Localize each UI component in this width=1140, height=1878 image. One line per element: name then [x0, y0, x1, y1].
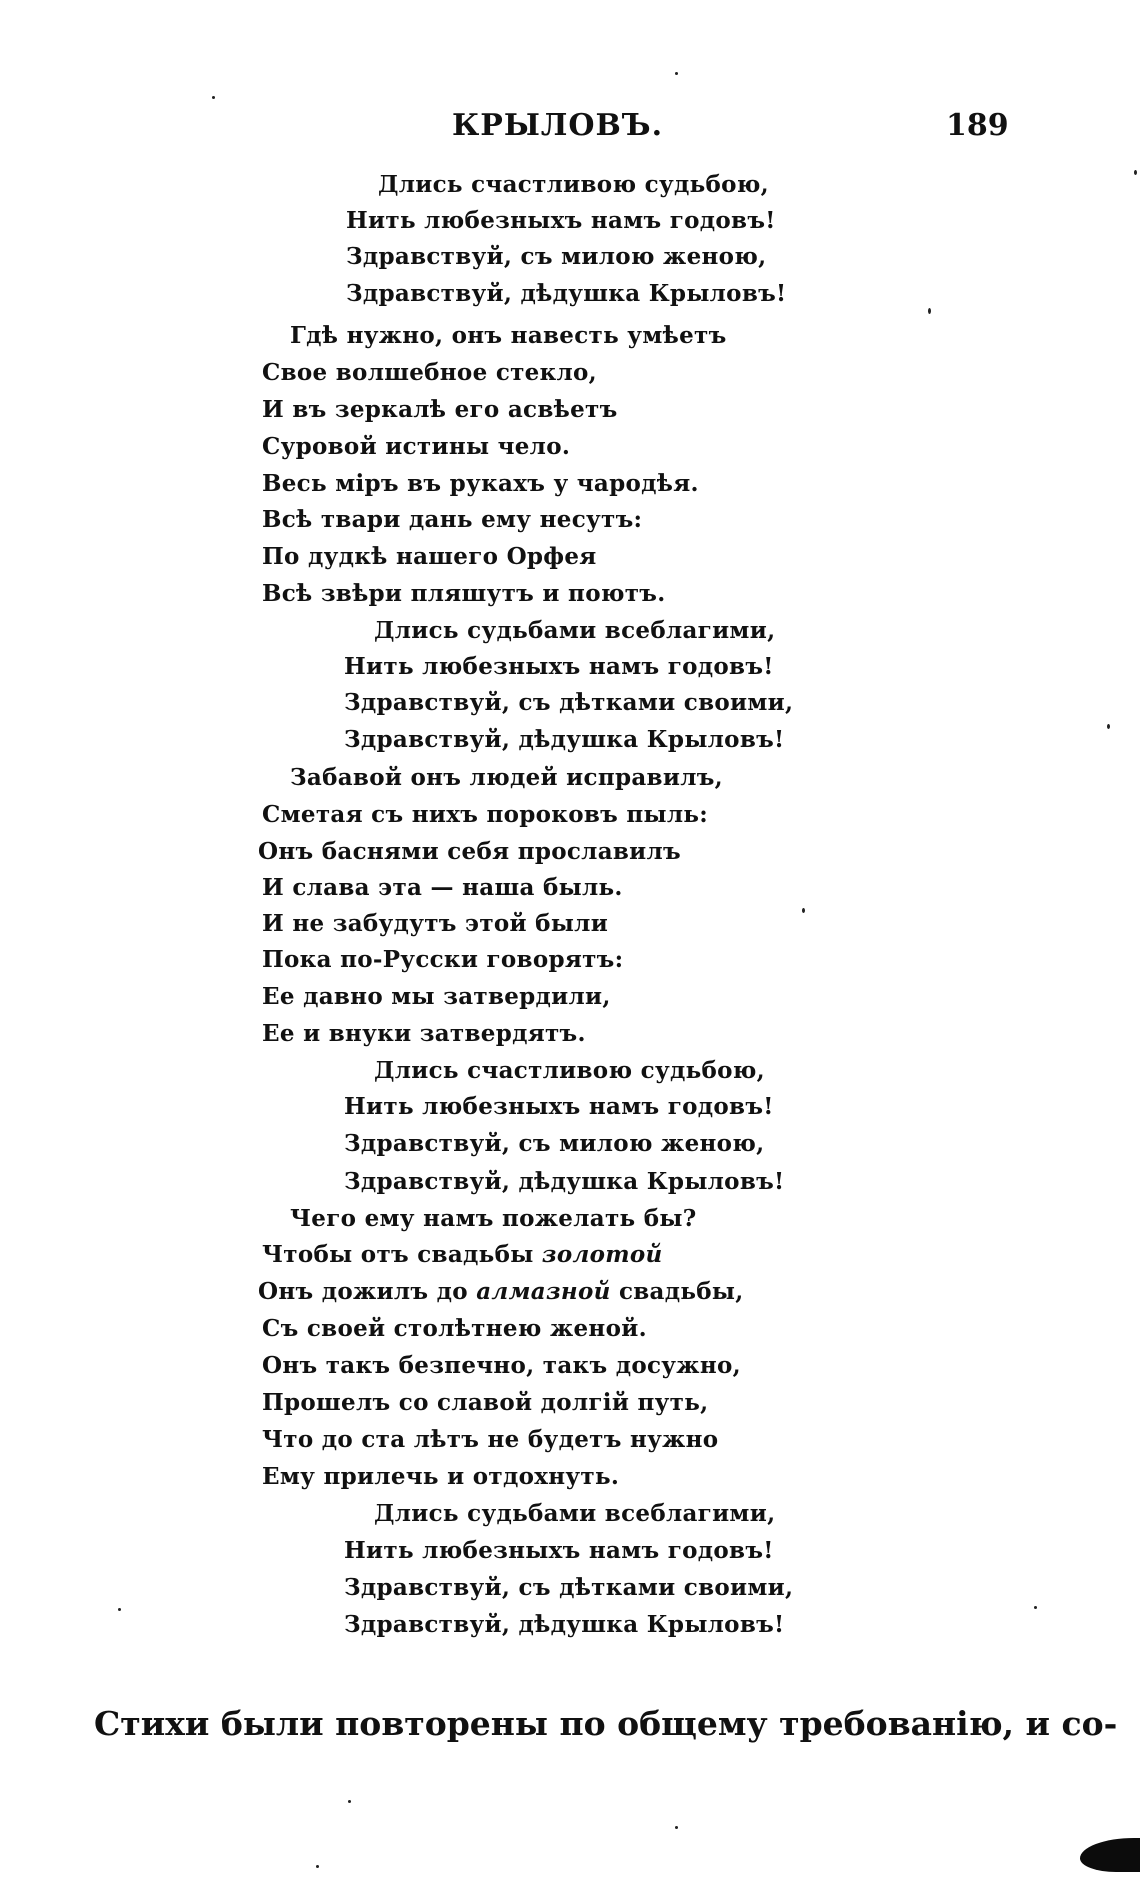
- poem-line: Свое волшебное стекло,: [262, 359, 597, 386]
- poem-line: Нить любезныхъ намъ годовъ!: [346, 207, 776, 234]
- poem-line: Суровой истины чело.: [262, 433, 571, 460]
- footer-paragraph: Стихи были повторены по общему требованію, и со-: [94, 1704, 1118, 1743]
- poem-line: Гдѣ нужно, онъ навесть умѣетъ: [290, 322, 727, 349]
- page-number: 189: [946, 108, 1009, 143]
- poem-line: Нить любезныхъ намъ годовъ!: [344, 653, 774, 680]
- poem-line: Ему прилечь и отдохнуть.: [262, 1463, 620, 1490]
- scan-speck: [675, 72, 678, 75]
- poem-line: Онъ баснями себя прославилъ: [258, 838, 681, 865]
- scan-speck: [1134, 170, 1137, 175]
- scan-speck: [118, 1608, 121, 1611]
- poem-line-text: свадьбы,: [610, 1278, 744, 1305]
- poem-line: Здравствуй, съ милою женою,: [346, 243, 767, 270]
- poem-line: Здравствуй, дѣдушка Крыловъ!: [344, 1611, 785, 1638]
- poem-line: Весь міръ въ рукахъ у чародѣя.: [262, 470, 699, 497]
- poem-line: Здравствуй, съ милою женою,: [344, 1130, 765, 1157]
- scan-speck: [1107, 724, 1110, 729]
- scan-speck: [212, 96, 215, 99]
- poem-line: Чего ему намъ пожелать бы?: [290, 1205, 697, 1232]
- poem-line: Всѣ звѣри пляшутъ и поютъ.: [262, 580, 666, 607]
- poem-line: Пока по-Русски говорятъ:: [262, 946, 624, 973]
- poem-line: И слава эта — наша быль.: [262, 874, 623, 901]
- poem-line: [262, 1240, 663, 1270]
- scan-speck: [675, 1826, 678, 1829]
- poem-line: Нить любезныхъ намъ годовъ!: [344, 1093, 774, 1120]
- scan-speck: [316, 1865, 319, 1868]
- poem-line: Онъ такъ безпечно, такъ досужно,: [262, 1352, 741, 1379]
- poem-line: Здравствуй, съ дѣтками своими,: [344, 1574, 794, 1601]
- poem-line: Здравствуй, дѣдушка Крыловъ!: [344, 726, 785, 753]
- poem-line: И не забудутъ этой были: [262, 910, 609, 937]
- poem-line: И въ зеркалѣ его асвѣетъ: [262, 396, 618, 423]
- poem-line: Прошелъ со славой долгій путь,: [262, 1389, 709, 1416]
- poem-line: Ее давно мы затвердили,: [262, 983, 611, 1010]
- poem-line-text: Онъ дожилъ до: [258, 1278, 477, 1305]
- scan-speck: [928, 308, 931, 314]
- scan-blot: [1080, 1838, 1140, 1872]
- scan-speck: [348, 1800, 351, 1803]
- poem-line: Длись счастливою судьбою,: [378, 171, 769, 198]
- page-header-title: КРЫЛОВЪ.: [452, 108, 664, 143]
- poem-line-text: Чтобы отъ свадьбы: [262, 1241, 542, 1268]
- poem-line: Ее и внуки затвердятъ.: [262, 1020, 586, 1047]
- italic-word: алмазной: [476, 1278, 611, 1305]
- poem-line: Что до ста лѣтъ не будетъ нужно: [262, 1426, 719, 1453]
- poem-line: Съ своей столѣтнею женой.: [262, 1315, 647, 1342]
- poem-line: Здравствуй, дѣдушка Крыловъ!: [344, 1168, 785, 1195]
- poem-line: Длись счастливою судьбою,: [374, 1057, 765, 1084]
- poem-line: Сметая съ нихъ пороковъ пыль:: [262, 801, 709, 828]
- poem-line: [258, 1277, 744, 1307]
- poem-line: Всѣ твари дань ему несутъ:: [262, 506, 643, 533]
- poem-line: Длись судьбами всеблагими,: [374, 617, 776, 644]
- poem-line: По дудкѣ нашего Орфея: [262, 543, 597, 570]
- poem-line: Здравствуй, дѣдушка Крыловъ!: [346, 280, 787, 307]
- poem-line: Длись судьбами всеблагими,: [374, 1500, 776, 1527]
- poem-line: Здравствуй, съ дѣтками своими,: [344, 689, 794, 716]
- scan-speck: [802, 908, 805, 913]
- italic-word: золотой: [541, 1241, 663, 1268]
- poem-line: Забавой онъ людей исправилъ,: [290, 764, 723, 791]
- scan-speck: [1034, 1606, 1037, 1609]
- poem-line: Нить любезныхъ намъ годовъ!: [344, 1537, 774, 1564]
